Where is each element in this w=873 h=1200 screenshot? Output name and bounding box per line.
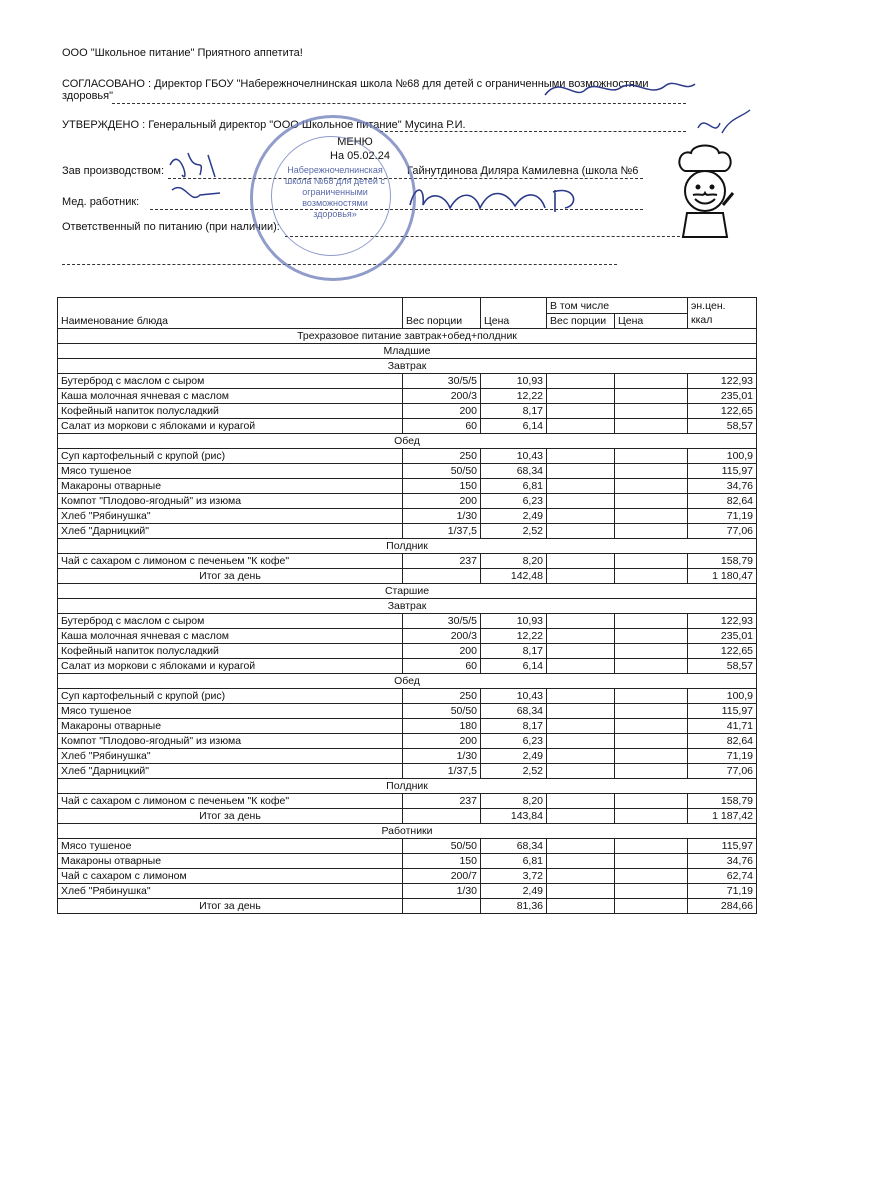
section-row — [58, 584, 757, 599]
dish-weight: 200/7 — [403, 869, 481, 884]
header-weight: Вес порции — [403, 298, 481, 329]
head-of-production-label: Зав производством: — [62, 165, 165, 177]
total-sub-price — [615, 899, 688, 914]
dish-kcal: 158,79 — [688, 794, 757, 809]
section-row — [58, 599, 757, 614]
dish-sub-price — [615, 509, 688, 524]
table-row — [58, 509, 757, 524]
dish-kcal: 71,19 — [688, 884, 757, 899]
stamp-text: Набережночелнинская школа №68 для детей с ограниченными возможностями здоровья» — [285, 165, 385, 219]
dish-price: 12,22 — [481, 389, 547, 404]
dish-kcal: 77,06 — [688, 764, 757, 779]
table-row — [58, 464, 757, 479]
table-row — [58, 854, 757, 869]
dish-sub-price — [615, 644, 688, 659]
dish-sub-weight — [547, 449, 615, 464]
table-row — [58, 794, 757, 809]
table-row — [58, 869, 757, 884]
dish-weight: 150 — [403, 854, 481, 869]
signature-director — [540, 70, 700, 110]
dish-kcal: 71,19 — [688, 509, 757, 524]
dish-weight: 50/50 — [403, 464, 481, 479]
dish-price: 2,52 — [481, 764, 547, 779]
dish-weight: 200 — [403, 734, 481, 749]
table-row — [58, 689, 757, 704]
table-row — [58, 389, 757, 404]
total-sub-weight — [547, 809, 615, 824]
dish-price: 2,52 — [481, 524, 547, 539]
total-label: Итог за день — [58, 809, 403, 824]
agreed-line-2: здоровья" — [62, 90, 114, 102]
header-including: В том числе — [547, 298, 688, 314]
dish-name: Макароны отварные — [58, 479, 403, 494]
dish-sub-price — [615, 719, 688, 734]
section-title: Старшие — [58, 584, 757, 599]
dish-weight: 1/37,5 — [403, 764, 481, 779]
dish-price: 12,22 — [481, 629, 547, 644]
dish-weight: 1/37,5 — [403, 524, 481, 539]
dish-sub-price — [615, 494, 688, 509]
dish-weight: 200 — [403, 404, 481, 419]
header-energy-1: эн.цен. — [691, 300, 726, 312]
dish-name: Компот "Плодово-ягодный" из изюма — [58, 734, 403, 749]
dish-price: 6,81 — [481, 854, 547, 869]
dish-price: 8,17 — [481, 719, 547, 734]
dish-sub-price — [615, 704, 688, 719]
dish-sub-price — [615, 659, 688, 674]
total-label: Итог за день — [58, 569, 403, 584]
section-row — [58, 779, 757, 794]
signature-head-of-production — [160, 145, 240, 215]
dish-weight: 60 — [403, 419, 481, 434]
dish-sub-price — [615, 884, 688, 899]
dish-price: 2,49 — [481, 884, 547, 899]
dish-name: Хлеб "Рябинушка" — [58, 509, 403, 524]
dish-sub-price — [615, 404, 688, 419]
dish-price: 2,49 — [481, 509, 547, 524]
signature-general-director — [690, 108, 760, 143]
dish-sub-weight — [547, 854, 615, 869]
dish-weight: 200 — [403, 644, 481, 659]
dish-sub-weight — [547, 629, 615, 644]
dish-price: 8,17 — [481, 404, 547, 419]
dish-name: Мясо тушеное — [58, 839, 403, 854]
dish-price: 3,72 — [481, 869, 547, 884]
dish-sub-price — [615, 794, 688, 809]
header-sub-price: Цена — [615, 313, 688, 329]
total-row — [58, 899, 757, 914]
header-energy-2: ккал — [691, 314, 713, 326]
dish-weight: 30/5/5 — [403, 614, 481, 629]
header-energy — [688, 298, 757, 329]
dish-kcal: 82,64 — [688, 494, 757, 509]
dish-price: 68,34 — [481, 839, 547, 854]
total-weight — [403, 899, 481, 914]
total-row — [58, 809, 757, 824]
dish-sub-price — [615, 374, 688, 389]
section-title: Завтрак — [58, 359, 757, 374]
dish-sub-weight — [547, 704, 615, 719]
dish-price: 6,14 — [481, 659, 547, 674]
dish-name: Макароны отварные — [58, 719, 403, 734]
table-row — [58, 614, 757, 629]
dish-name: Чай с сахаром с лимоном с печеньем "К кофе" — [58, 794, 403, 809]
total-price: 142,48 — [481, 569, 547, 584]
section-title: Работники — [58, 824, 757, 839]
dish-kcal: 235,01 — [688, 629, 757, 644]
dish-weight: 200/3 — [403, 389, 481, 404]
dish-name: Чай с сахаром с лимоном — [58, 869, 403, 884]
section-row — [58, 539, 757, 554]
table-row — [58, 764, 757, 779]
dish-sub-weight — [547, 884, 615, 899]
dish-kcal: 100,9 — [688, 689, 757, 704]
dish-price: 68,34 — [481, 704, 547, 719]
table-row — [58, 404, 757, 419]
dish-weight: 180 — [403, 719, 481, 734]
dish-name: Хлеб "Дарницкий" — [58, 764, 403, 779]
dish-sub-price — [615, 479, 688, 494]
medic-label: Мед. работник: — [62, 196, 140, 208]
table-row — [58, 839, 757, 854]
dish-sub-weight — [547, 644, 615, 659]
dish-kcal: 77,06 — [688, 524, 757, 539]
header-name: Наименование блюда — [58, 298, 403, 329]
section-title: Трехразовое питание завтрак+обед+полдник — [58, 329, 757, 344]
dish-name: Мясо тушеное — [58, 704, 403, 719]
dish-weight: 250 — [403, 449, 481, 464]
table-row — [58, 524, 757, 539]
total-kcal: 1 187,42 — [688, 809, 757, 824]
dish-sub-price — [615, 689, 688, 704]
total-sub-price — [615, 809, 688, 824]
dish-sub-price — [615, 749, 688, 764]
dish-name: Салат из моркови с яблоками и курагой — [58, 419, 403, 434]
dish-name: Хлеб "Дарницкий" — [58, 524, 403, 539]
dish-sub-price — [615, 854, 688, 869]
total-sub-weight — [547, 899, 615, 914]
dish-sub-weight — [547, 374, 615, 389]
table-row — [58, 374, 757, 389]
dish-sub-weight — [547, 659, 615, 674]
dish-name: Хлеб "Рябинушка" — [58, 749, 403, 764]
table-header-row-1 — [58, 298, 757, 314]
dish-sub-price — [615, 869, 688, 884]
total-sub-weight — [547, 569, 615, 584]
dish-sub-weight — [547, 749, 615, 764]
dish-kcal: 122,93 — [688, 374, 757, 389]
dish-kcal: 34,76 — [688, 854, 757, 869]
dish-weight: 250 — [403, 689, 481, 704]
dish-name: Салат из моркови с яблоками и курагой — [58, 659, 403, 674]
dish-price: 6,23 — [481, 734, 547, 749]
dish-price: 10,43 — [481, 689, 547, 704]
dish-sub-weight — [547, 764, 615, 779]
dish-sub-weight — [547, 839, 615, 854]
section-title: Младшие — [58, 344, 757, 359]
menu-title: МЕНЮ — [337, 136, 373, 148]
dish-weight: 1/30 — [403, 749, 481, 764]
dish-kcal: 58,57 — [688, 419, 757, 434]
dish-name: Бутерброд с маслом с сыром — [58, 374, 403, 389]
dish-name: Каша молочная ячневая с маслом — [58, 389, 403, 404]
dish-sub-price — [615, 449, 688, 464]
dish-sub-weight — [547, 794, 615, 809]
section-title: Полдник — [58, 539, 757, 554]
dish-weight: 30/5/5 — [403, 374, 481, 389]
dish-weight: 237 — [403, 554, 481, 569]
dish-price: 8,20 — [481, 794, 547, 809]
dish-kcal: 41,71 — [688, 719, 757, 734]
dish-kcal: 115,97 — [688, 839, 757, 854]
head-of-production-name: Гайнутдинова Диляра Камилевна (школа №6 — [407, 165, 639, 177]
dish-sub-weight — [547, 479, 615, 494]
dish-sub-weight — [547, 464, 615, 479]
dish-name: Кофейный напиток полусладкий — [58, 644, 403, 659]
responsible-label: Ответственный по питанию (при наличии): — [62, 221, 280, 233]
dish-weight: 200/3 — [403, 629, 481, 644]
dish-kcal: 122,65 — [688, 404, 757, 419]
dish-sub-price — [615, 629, 688, 644]
table-row — [58, 749, 757, 764]
dish-sub-price — [615, 554, 688, 569]
section-title: Обед — [58, 434, 757, 449]
dish-sub-weight — [547, 494, 615, 509]
dish-sub-price — [615, 734, 688, 749]
total-price: 143,84 — [481, 809, 547, 824]
dish-name: Кофейный напиток полусладкий — [58, 404, 403, 419]
dish-name: Макароны отварные — [58, 854, 403, 869]
dish-kcal: 100,9 — [688, 449, 757, 464]
dish-sub-weight — [547, 524, 615, 539]
table-row — [58, 719, 757, 734]
total-label: Итог за день — [58, 899, 403, 914]
dish-price: 8,17 — [481, 644, 547, 659]
total-weight — [403, 569, 481, 584]
total-price: 81,36 — [481, 899, 547, 914]
dish-name: Хлеб "Рябинушка" — [58, 884, 403, 899]
dish-kcal: 34,76 — [688, 479, 757, 494]
agreed-line-1: СОГЛАСОВАНО : Директор ГБОУ "Набережночелнинская школа №68 для детей с ограниченными возможностями — [62, 78, 649, 90]
dish-weight: 200 — [403, 494, 481, 509]
dish-price: 6,81 — [481, 479, 547, 494]
header-sub-weight: Вес порции — [547, 313, 615, 329]
total-weight — [403, 809, 481, 824]
total-kcal: 284,66 — [688, 899, 757, 914]
dish-price: 10,93 — [481, 614, 547, 629]
dish-name: Суп картофельный с крупой (рис) — [58, 689, 403, 704]
dish-price: 6,14 — [481, 419, 547, 434]
approved-signature-line — [380, 131, 686, 132]
dish-name: Каша молочная ячневая с маслом — [58, 629, 403, 644]
dish-weight: 50/50 — [403, 839, 481, 854]
dish-weight: 50/50 — [403, 704, 481, 719]
table-row — [58, 449, 757, 464]
dish-sub-price — [615, 524, 688, 539]
total-sub-price — [615, 569, 688, 584]
dish-kcal: 115,97 — [688, 464, 757, 479]
dish-sub-price — [615, 614, 688, 629]
dish-sub-weight — [547, 509, 615, 524]
dish-kcal: 122,93 — [688, 614, 757, 629]
dish-weight: 150 — [403, 479, 481, 494]
section-row — [58, 674, 757, 689]
dish-weight: 1/30 — [403, 884, 481, 899]
dish-price: 8,20 — [481, 554, 547, 569]
dish-sub-weight — [547, 419, 615, 434]
dish-name: Суп картофельный с крупой (рис) — [58, 449, 403, 464]
section-title: Обед — [58, 674, 757, 689]
section-row — [58, 344, 757, 359]
dish-weight: 60 — [403, 659, 481, 674]
table-row — [58, 479, 757, 494]
signature-medic — [405, 180, 605, 220]
dish-kcal: 158,79 — [688, 554, 757, 569]
table-row — [58, 494, 757, 509]
dish-kcal: 235,01 — [688, 389, 757, 404]
table-row — [58, 629, 757, 644]
dish-sub-weight — [547, 869, 615, 884]
dish-sub-weight — [547, 404, 615, 419]
dish-sub-price — [615, 764, 688, 779]
section-title: Завтрак — [58, 599, 757, 614]
dish-sub-weight — [547, 389, 615, 404]
dish-sub-price — [615, 419, 688, 434]
dish-name: Бутерброд с маслом с сыром — [58, 614, 403, 629]
table-row — [58, 644, 757, 659]
menu-table — [57, 297, 757, 914]
section-title: Полдник — [58, 779, 757, 794]
dish-kcal: 62,74 — [688, 869, 757, 884]
menu-date: На 05.02.24 — [330, 150, 390, 162]
approved-line: УТВЕРЖДЕНО : Генеральный директор "ООО Школьное питание" Мусина Р.И. — [62, 119, 466, 131]
dish-name: Компот "Плодово-ягодный" из изюма — [58, 494, 403, 509]
dish-kcal: 115,97 — [688, 704, 757, 719]
dish-sub-weight — [547, 554, 615, 569]
dish-sub-price — [615, 839, 688, 854]
table-row — [58, 704, 757, 719]
dish-name: Чай с сахаром с лимоном с печеньем "К кофе" — [58, 554, 403, 569]
company-name: ООО "Школьное питание" Приятного аппетита! — [62, 47, 303, 59]
dish-sub-weight — [547, 734, 615, 749]
dish-kcal: 82,64 — [688, 734, 757, 749]
dish-kcal: 71,19 — [688, 749, 757, 764]
chef-icon — [673, 143, 737, 239]
dish-sub-price — [615, 464, 688, 479]
section-row — [58, 824, 757, 839]
dish-sub-price — [615, 389, 688, 404]
dish-sub-weight — [547, 689, 615, 704]
dish-weight: 237 — [403, 794, 481, 809]
dish-price: 10,93 — [481, 374, 547, 389]
total-kcal: 1 180,47 — [688, 569, 757, 584]
dish-price: 68,34 — [481, 464, 547, 479]
total-row — [58, 569, 757, 584]
dish-sub-weight — [547, 614, 615, 629]
dish-price: 10,43 — [481, 449, 547, 464]
table-row — [58, 419, 757, 434]
table-row — [58, 659, 757, 674]
dish-kcal: 58,57 — [688, 659, 757, 674]
section-row — [58, 359, 757, 374]
section-row — [58, 329, 757, 344]
dish-kcal: 122,65 — [688, 644, 757, 659]
dish-sub-weight — [547, 719, 615, 734]
header-price: Цена — [481, 298, 547, 329]
table-row — [58, 734, 757, 749]
dish-price: 6,23 — [481, 494, 547, 509]
dish-name: Мясо тушеное — [58, 464, 403, 479]
section-row — [58, 434, 757, 449]
dish-weight: 1/30 — [403, 509, 481, 524]
table-row — [58, 884, 757, 899]
table-row — [58, 554, 757, 569]
dish-price: 2,49 — [481, 749, 547, 764]
